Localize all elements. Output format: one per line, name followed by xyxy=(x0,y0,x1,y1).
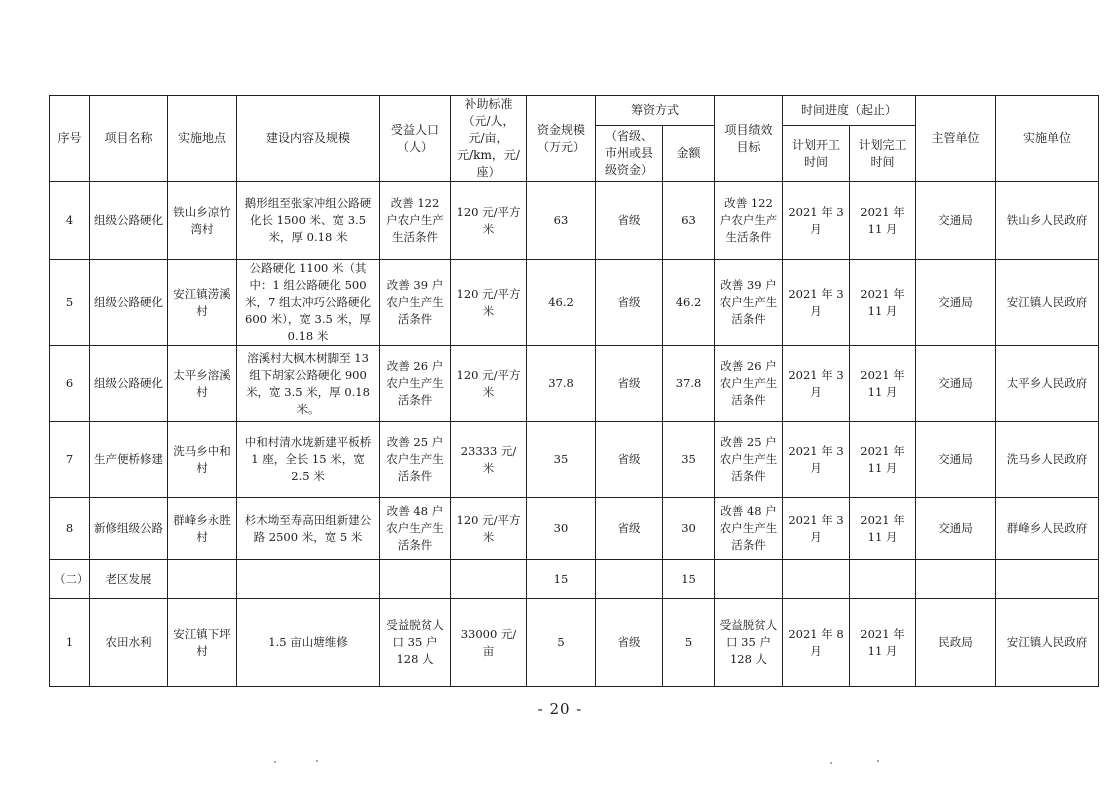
cell-beneficiaries: 改善 25 户农户生产生活条件 xyxy=(380,422,451,498)
cell-content: 鹅形组至张家冲组公路硬化长 1500 米、宽 3.5 米，厚 0.18 米 xyxy=(237,182,380,260)
cell-subsidy: 120 元/平方米 xyxy=(451,260,527,346)
cell-empty xyxy=(850,560,916,599)
cell-subsidy: 120 元/平方米 xyxy=(451,346,527,422)
cell-empty xyxy=(916,560,996,599)
cell-index: 1 xyxy=(50,599,90,687)
cell-content: 杉木坳至寿高田组新建公路 2500 米，宽 5 米 xyxy=(237,498,380,560)
cell-index: 4 xyxy=(50,182,90,260)
cell-end: 2021 年 11 月 xyxy=(850,346,916,422)
project-table xyxy=(49,95,1099,687)
scan-speck xyxy=(274,761,276,763)
header-authority: 主管单位 xyxy=(916,96,996,182)
cell-scale: 46.2 xyxy=(527,260,596,346)
header-subsidy: 补助标准（元/人，元/亩，元/km，元/座） xyxy=(451,96,527,182)
table-row xyxy=(50,260,1099,346)
cell-beneficiaries: 受益脱贫人口 35 户 128 人 xyxy=(380,599,451,687)
cell-end: 2021 年 11 月 xyxy=(850,498,916,560)
cell-implementer: 洗马乡人民政府 xyxy=(996,422,1099,498)
cell-content: 溶溪村大枫木树脚至 13 组下胡家公路硬化 900 米，宽 3.5 米，厚 0.18 米。 xyxy=(237,346,380,422)
cell-name: 组级公路硬化 xyxy=(90,182,168,260)
cell-location: 太平乡溶溪村 xyxy=(168,346,237,422)
cell-source: 省级 xyxy=(596,346,663,422)
cell-start: 2021 年 3 月 xyxy=(783,422,850,498)
section-row xyxy=(50,560,1099,599)
cell-location: 安江镇涝溪村 xyxy=(168,260,237,346)
header-content: 建设内容及规模 xyxy=(237,96,380,182)
table-row xyxy=(50,498,1099,560)
table-row xyxy=(50,422,1099,498)
cell-beneficiaries: 改善 26 户农户生产生活条件 xyxy=(380,346,451,422)
cell-authority: 交通局 xyxy=(916,346,996,422)
cell-empty xyxy=(380,560,451,599)
cell-name: 生产便桥修建 xyxy=(90,422,168,498)
cell-amount: 30 xyxy=(663,498,715,560)
cell-empty xyxy=(996,560,1099,599)
header-location: 实施地点 xyxy=(168,96,237,182)
cell-empty xyxy=(451,560,527,599)
cell-target: 受益脱贫人口 35 户 128 人 xyxy=(715,599,783,687)
cell-target: 改善 25 户农户生产生活条件 xyxy=(715,422,783,498)
section-scale: 15 xyxy=(527,560,596,599)
cell-source: 省级 xyxy=(596,182,663,260)
header-scale: 资金规模（万元） xyxy=(527,96,596,182)
cell-empty xyxy=(168,560,237,599)
cell-start: 2021 年 3 月 xyxy=(783,498,850,560)
cell-scale: 35 xyxy=(527,422,596,498)
cell-empty xyxy=(715,560,783,599)
cell-amount: 37.8 xyxy=(663,346,715,422)
scan-speck xyxy=(877,760,879,762)
table-row xyxy=(50,599,1099,687)
scan-speck xyxy=(830,762,832,764)
cell-scale: 63 xyxy=(527,182,596,260)
table-row xyxy=(50,182,1099,260)
cell-authority: 交通局 xyxy=(916,260,996,346)
header-name: 项目名称 xyxy=(90,96,168,182)
cell-end: 2021 年 11 月 xyxy=(850,599,916,687)
table-row xyxy=(50,346,1099,422)
cell-name: 组级公路硬化 xyxy=(90,346,168,422)
cell-index: 6 xyxy=(50,346,90,422)
header-schedule: 时间进度（起止） xyxy=(783,96,916,126)
cell-content: 中和村清水垅新建平板桥 1 座，全长 15 米，宽 2.5 米 xyxy=(237,422,380,498)
cell-target: 改善 26 户农户生产生活条件 xyxy=(715,346,783,422)
cell-implementer: 太平乡人民政府 xyxy=(996,346,1099,422)
cell-index: 5 xyxy=(50,260,90,346)
header-target: 项目绩效目标 xyxy=(715,96,783,182)
cell-amount: 63 xyxy=(663,182,715,260)
cell-location: 群峰乡永胜村 xyxy=(168,498,237,560)
header-end: 计划完工时间 xyxy=(850,126,916,182)
cell-empty xyxy=(596,560,663,599)
header-row xyxy=(50,96,1099,126)
cell-target: 改善 48 户农户生产生活条件 xyxy=(715,498,783,560)
cell-source: 省级 xyxy=(596,422,663,498)
cell-beneficiaries: 改善 48 户农户生产生活条件 xyxy=(380,498,451,560)
section-index: （二） xyxy=(50,560,90,599)
cell-amount: 5 xyxy=(663,599,715,687)
page-number: - 20 - xyxy=(537,700,583,718)
cell-implementer: 安江镇人民政府 xyxy=(996,260,1099,346)
cell-scale: 37.8 xyxy=(527,346,596,422)
cell-authority: 交通局 xyxy=(916,422,996,498)
section-amount: 15 xyxy=(663,560,715,599)
cell-content: 1.5 亩山塘维修 xyxy=(237,599,380,687)
cell-name: 组级公路硬化 xyxy=(90,260,168,346)
cell-start: 2021 年 3 月 xyxy=(783,260,850,346)
cell-location: 铁山乡凉竹湾村 xyxy=(168,182,237,260)
cell-subsidy: 23333 元/米 xyxy=(451,422,527,498)
scan-speck xyxy=(316,760,318,762)
cell-start: 2021 年 3 月 xyxy=(783,346,850,422)
cell-beneficiaries: 改善 39 户农户生产生活条件 xyxy=(380,260,451,346)
cell-amount: 35 xyxy=(663,422,715,498)
cell-index: 8 xyxy=(50,498,90,560)
cell-target: 改善 122 户农户生产生活条件 xyxy=(715,182,783,260)
cell-scale: 5 xyxy=(527,599,596,687)
header-funding-source: （省级、市州或县级资金） xyxy=(596,126,663,182)
cell-beneficiaries: 改善 122 户农户生产生活条件 xyxy=(380,182,451,260)
cell-scale: 30 xyxy=(527,498,596,560)
cell-name: 新修组级公路 xyxy=(90,498,168,560)
cell-subsidy: 120 元/平方米 xyxy=(451,182,527,260)
cell-implementer: 群峰乡人民政府 xyxy=(996,498,1099,560)
cell-implementer: 铁山乡人民政府 xyxy=(996,182,1099,260)
cell-content: 公路硬化 1100 米（其中：1 组公路硬化 500 米，7 组太冲巧公路硬化 600 米），宽 3.5 米，厚 0.18 米 xyxy=(237,260,380,346)
header-implementer: 实施单位 xyxy=(996,96,1099,182)
cell-subsidy: 120 元/平方米 xyxy=(451,498,527,560)
cell-start: 2021 年 3 月 xyxy=(783,182,850,260)
header-index: 序号 xyxy=(50,96,90,182)
cell-authority: 交通局 xyxy=(916,182,996,260)
cell-implementer: 安江镇人民政府 xyxy=(996,599,1099,687)
cell-start: 2021 年 8 月 xyxy=(783,599,850,687)
cell-end: 2021 年 11 月 xyxy=(850,260,916,346)
cell-target: 改善 39 户农户生产生活条件 xyxy=(715,260,783,346)
cell-authority: 交通局 xyxy=(916,498,996,560)
header-funding: 筹资方式 xyxy=(596,96,715,126)
cell-index: 7 xyxy=(50,422,90,498)
cell-empty xyxy=(783,560,850,599)
header-funding-amount: 金额 xyxy=(663,126,715,182)
header-start: 计划开工时间 xyxy=(783,126,850,182)
cell-source: 省级 xyxy=(596,498,663,560)
cell-location: 安江镇下坪村 xyxy=(168,599,237,687)
cell-source: 省级 xyxy=(596,260,663,346)
cell-amount: 46.2 xyxy=(663,260,715,346)
cell-end: 2021 年 11 月 xyxy=(850,422,916,498)
cell-name: 农田水利 xyxy=(90,599,168,687)
cell-empty xyxy=(237,560,380,599)
cell-source: 省级 xyxy=(596,599,663,687)
cell-location: 洗马乡中和村 xyxy=(168,422,237,498)
section-name: 老区发展 xyxy=(90,560,168,599)
header-beneficiaries: 受益人口（人） xyxy=(380,96,451,182)
cell-authority: 民政局 xyxy=(916,599,996,687)
cell-end: 2021 年 11 月 xyxy=(850,182,916,260)
cell-subsidy: 33000 元/亩 xyxy=(451,599,527,687)
